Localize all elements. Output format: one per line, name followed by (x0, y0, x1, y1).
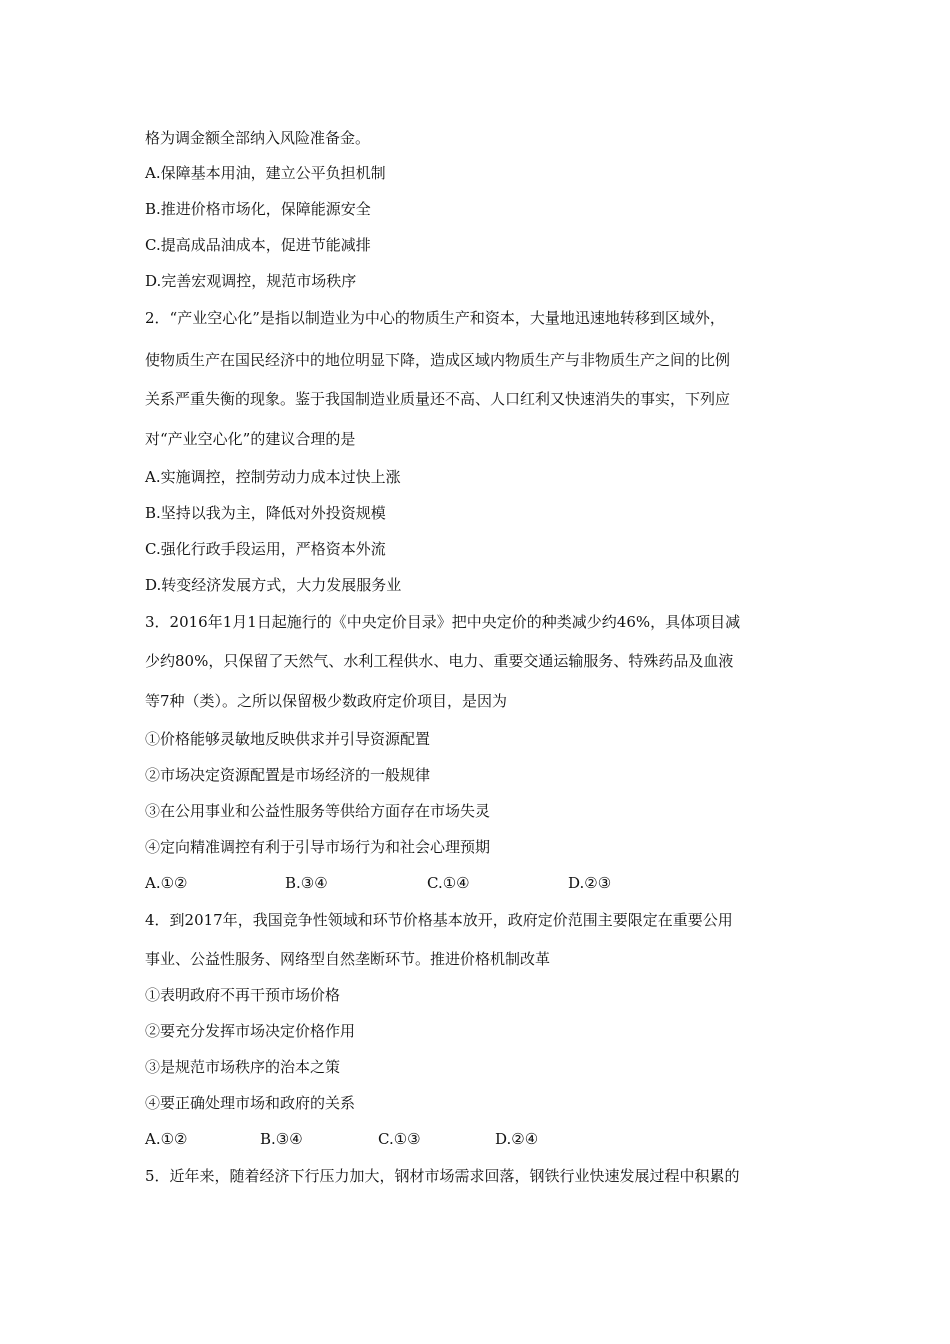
q2-stem-line-1: 2．“产业空心化”是指以制造业为中心的物质生产和资本，大量地迅速地转移到区域外， (145, 309, 725, 327)
q2-stem-line-3: 关系严重失衡的现象。鉴于我国制造业质量还不高、人口红利又快速消失的事实，下列应 (145, 390, 731, 408)
q4-item-3: ③是规范市场秩序的治本之策 (145, 1058, 341, 1076)
q3-stem-line-2: 少约80%，只保留了天然气、水利工程供水、电力、重要交通运输服务、特殊药品及血液 (145, 652, 734, 670)
q2-stem-line-4: 对“产业空心化”的建议合理的是 (145, 430, 356, 448)
q3-item-2: ②市场决定资源配置是市场经济的一般规律 (145, 766, 431, 784)
q4-choice-c: C.①③ (378, 1130, 421, 1148)
q1-option-b: B.推进价格市场化，保障能源安全 (145, 200, 371, 218)
q3-choice-a: A.①② (145, 874, 188, 892)
q1-option-c: C.提高成品油成本，促进节能减排 (145, 236, 371, 254)
q4-choice-a: A.①② (145, 1130, 188, 1148)
q1-option-a: A.保障基本用油，建立公平负担机制 (145, 164, 386, 182)
q2-stem-line-2: 使物质生产在国民经济中的地位明显下降，造成区域内物质生产与非物质生产之间的比例 (145, 351, 731, 369)
q3-choice-c: C.①④ (427, 874, 470, 892)
q3-item-1: ①价格能够灵敏地反映供求并引导资源配置 (145, 730, 431, 748)
q4-choice-b: B.③④ (260, 1130, 303, 1148)
intro-tail-text: 格为调金额全部纳入风险准备金。 (145, 129, 371, 147)
q4-stem-line-1: 4．到2017年，我国竞争性领域和环节价格基本放开，政府定价范围主要限定在重要公用 (145, 911, 733, 929)
q3-item-4: ④定向精准调控有利于引导市场行为和社会心理预期 (145, 838, 491, 856)
q3-item-3: ③在公用事业和公益性服务等供给方面存在市场失灵 (145, 802, 491, 820)
q4-choice-d: D.②④ (495, 1130, 539, 1148)
q3-choice-d: D.②③ (568, 874, 612, 892)
q4-item-2: ②要充分发挥市场决定价格作用 (145, 1022, 356, 1040)
q1-option-d: D.完善宏观调控，规范市场秩序 (145, 272, 357, 290)
q2-option-c: C.强化行政手段运用，严格资本外流 (145, 540, 386, 558)
q2-option-d: D.转变经济发展方式，大力发展服务业 (145, 576, 402, 594)
q2-option-a: A.实施调控，控制劳动力成本过快上涨 (145, 468, 401, 486)
q2-option-b: B.坚持以我为主，降低对外投资规模 (145, 504, 386, 522)
q5-stem-line-1: 5．近年来，随着经济下行压力加大，钢材市场需求回落，钢铁行业快速发展过程中积累的 (145, 1167, 740, 1185)
q4-stem-line-2: 事业、公益性服务、网络型自然垄断环节。推进价格机制改革 (145, 950, 551, 968)
q3-stem-line-1: 3．2016年1月1日起施行的《中央定价目录》把中央定价的种类减少约46%，具体项目减 (145, 613, 741, 631)
q3-stem-line-3: 等7种（类）。之所以保留极少数政府定价项目，是因为 (145, 692, 508, 710)
q4-item-4: ④要正确处理市场和政府的关系 (145, 1094, 356, 1112)
q4-item-1: ①表明政府不再干预市场价格 (145, 986, 341, 1004)
q3-choice-b: B.③④ (285, 874, 328, 892)
